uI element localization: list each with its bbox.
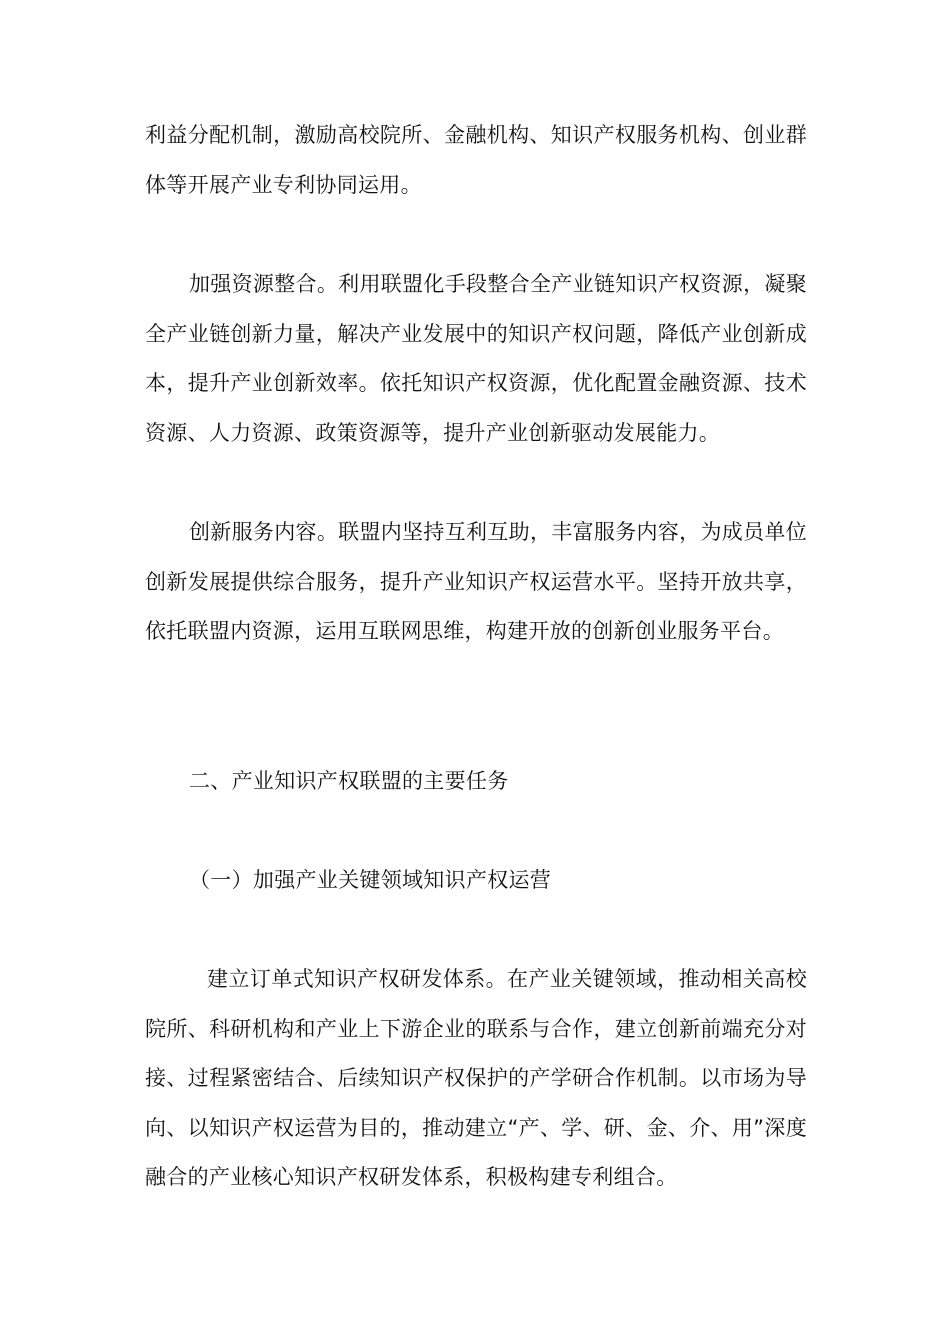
section-heading: 二、产业知识产权联盟的主要任务 xyxy=(189,769,509,793)
paragraph-rd-system: 建立订单式知识产权研发体系。在产业关键领域，推动相关高校院所、科研机构和产业上下游企业的联系与合作，建立创新前端充分对接、过程紧密结合、后续知识产权保护的产学研合作机制。以市场为导向、以知识产权运营为目的，推动建立“产、学、研、金、介、用”深度融合的产业核心知识产权研发体系，积极构建专利组合。 xyxy=(145,967,807,1189)
subsection-heading: （一）加强产业关键领域知识产权运营 xyxy=(189,868,552,892)
paragraph-resource-integration: 加强资源整合。利用联盟化手段整合全产业链知识产权资源，凝聚全产业链创新力量，解决产业发展中的知识产权问题，降低产业创新成本，提升产业创新效率。依托知识产权资源，优化配置金融资源、技术资源、人力资源、政策资源等，提升产业创新驱动发展能力。 xyxy=(145,272,807,445)
paragraph-benefit-distribution: 利益分配机制，激励高校院所、金融机构、知识产权服务机构、创业群体等开展产业专利协同运用。 xyxy=(145,123,807,197)
paragraph-service-content: 创新服务内容。联盟内坚持互利互助，丰富服务内容，为成员单位创新发展提供综合服务，提升产业知识产权运营水平。坚持开放共享，依托联盟内资源，运用互联网思维，构建开放的创新创业服务平台。 xyxy=(145,520,807,643)
